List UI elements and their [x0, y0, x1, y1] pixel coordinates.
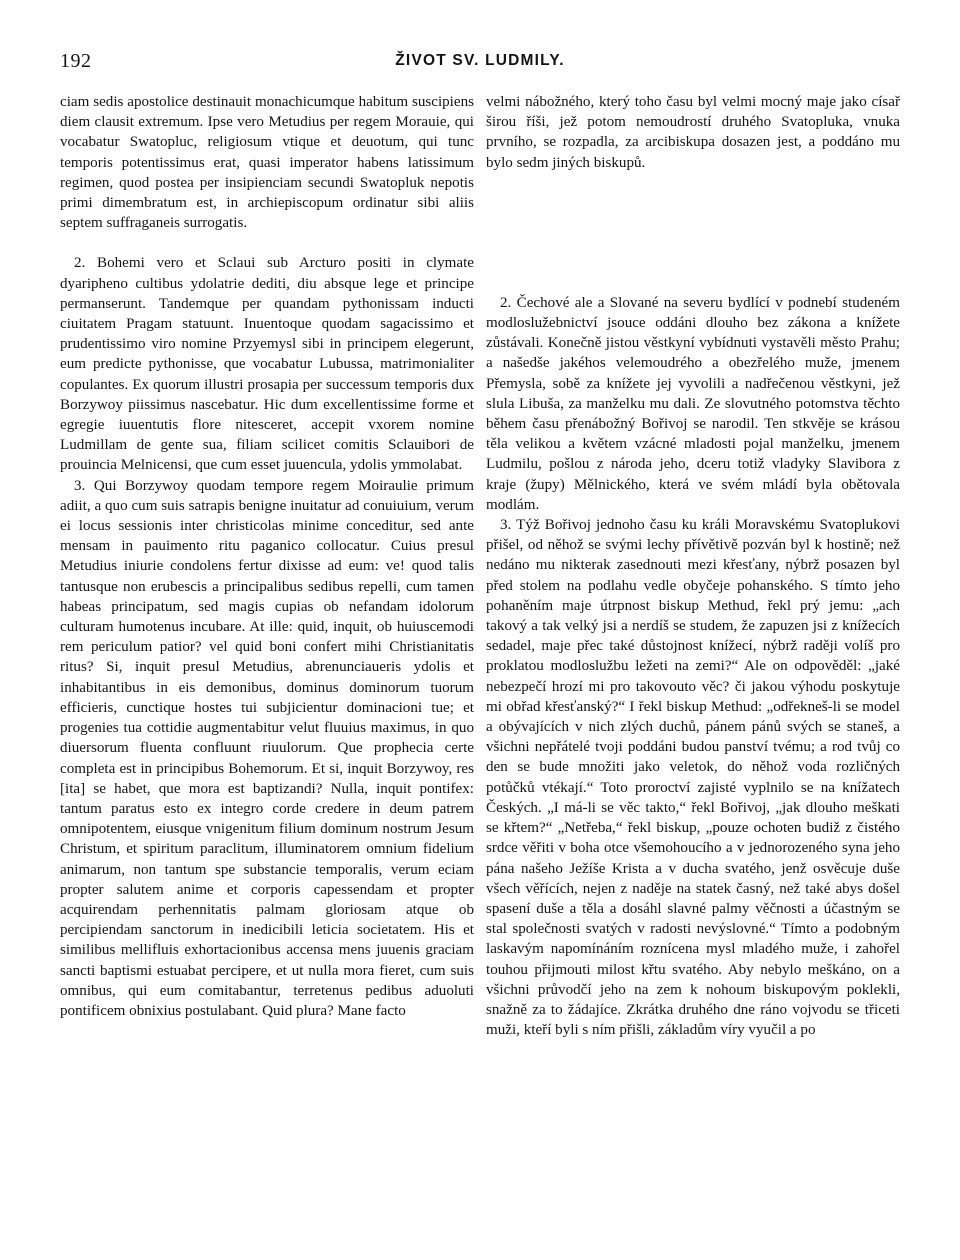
running-title: ŽIVOT SV. LUDMILY. — [395, 52, 565, 69]
page-number: 192 — [60, 50, 92, 72]
page-header — [60, 50, 900, 80]
latin-paragraph-3: 3. Qui Borzywoy quodam tempore regem Moiraulie primum adiit, a quo cum suis satrapis benigne inuitatur ad conuiuium, verum ei locus sessionis inter christicolas minime conceditur, sed ante mensam in pauimento ritu paganico collocatur. Cuius presul Metudius iniurie condolens fertur dixisse ad eum: ve! quod talis tantusque non erubescis a principalibus sedibus repelli, cum tamen habeas principatum, sed magis cupias ob nefandam idolorum culturam humotenus incubare. At ille: quid, inquit, ob huiuscemodi rem periculum patior? vel quid boni confert mihi Christianitatis ritus? Si, inquit presul Metudius, abrenunciaueris ydolis et inhabitantibus in eis demonibus, dominus dominorum tuorum efficieris, cunctique hostes tui subjicientur dominacioni tue; et progenies tua cottidie augmentabitur velut fluuius maximus, in quo diuersorum fluenta confluunt riuulorum. Que prophecia certe completa est in principibus Bohemorum. Et si, inquit Borzywoy, res [ita] se habet, que mora est baptizandi? Nulla, inquit pontifex: tantum paratus esto ex integro corde credere in deum patrem omnipotentem, eiusque vnigenitum filium dominum nostrum Jesum Christum, et spiritum paraclitum, illuminatorem omnium fidelium animarum, non tantum spe substancie temporalis, verum eciam propter salutem anime et corporis capessendam et propter acquirendam perhennitatis palmam gloriosam atque ob percipiendam sanctorum in inedicibili leticia societatem. His et similibus mellifluis exhortacionibus accensa mens juuenis graciam sancti baptismi estuabat percipere, et ut nulla mora fieret, cum suis omnibus, qui eum comitabantur, terretenus pedibus aduoluti pontificem obnixius postulabant. Quid plura? Mane facto — [60, 477, 474, 1019]
spacer — [60, 233, 474, 253]
czech-paragraph-2: 2. Čechové ale a Slované na severu bydlící v podnebí studeném modloslužebnictví jsouce oddáni dlouho bez zákona a knížete zůstávali. Konečně jistou věstkyní vybídnuti vystavěli město Prahu; a našedše jakéhos velemoudrého a obezřelého muže, jmenem Přemysla, sobě za knížete jej vyvolili a nadřečenou věstkyni, jež slula Libuša, za manželku mu dali. Ze slovutného potomstva těchto během času přenábožný Bořivoj se narodil. Ten stkvěje se krásou těla velikou a květem vzácné mladosti pojal manželku, jmenem Ludmilu, pošlou z národa jeho, dceru totiž vladyky Slavibora z kraje (župy) Mělnického, která ve svém mládí byla obětovala modlám. — [486, 294, 900, 513]
czech-paragraph-1: velmi nábožného, který toho času byl velmi mocný maje jako císař širou říši, jež potom nemoudrostí druhého Svatopluka, vnuka prvního, se rozpadla, za arcibiskupa dosazen jest, a poddáno mu bylo sedm jiných biskupů. — [486, 94, 900, 171]
czech-column — [486, 92, 900, 1040]
latin-paragraph-1: ciam sedis apostolice destinauit monachicumque habitum suscipiens diem clausit extremum. Ipse vero Metudius per regem Morauie, qui vocabatur Swatopluc, religiosum vtique et deuotum, qui tunc temporis potentissimus erat, quasi imperator habens latissimum regimen, quod postea per insipienciam secundi Swatopluk nepotis primi dimembratum est, in archiepiscopum ordinatur sibi aliis septem suffraganeis surrogatis. — [60, 94, 474, 232]
latin-paragraph-2: 2. Bohemi vero et Sclaui sub Arcturo positi in clymate dyaripheno cultibus ydolatrie dediti, diu absque lege et principe permanserunt. Tandemque per quandam pythonissam inducti ciuitatem Pragam statuunt. Inuentoque quodam sagacissimo et prudentissimo viro nomine Przyemysl sibi in principem elegerunt, eum predicte pythonisse, que vocabatur Lubussa, matrimonialiter copulantes. Ex quorum illustri prosapia per successum temporis dux Borzywoy piissimus nascebatur. Hic dum excellentissime forme et egregie iuuentutis flore nitesceret, accepit vxorem nomine Ludmillam de gente sua, filiam scilicet comitis Sclauibori de prouincia Melnicensi, que cum esset juuencula, ydolis ymmolabat. — [60, 255, 474, 474]
two-column-body — [60, 92, 900, 1040]
spacer — [486, 173, 900, 293]
latin-column — [60, 92, 474, 1040]
czech-paragraph-3: 3. Týž Bořivoj jednoho času ku králi Moravskému Svatoplukovi přišel, od něhož se svými lechy přívětivě pozván byl k hostině; než nedáno mu nikterak zasednouti mezi křesťany, nýbrž posazen byl před stolem na podlahu vedle obyčeje pohanského. S tímto jeho pohaněním maje útrpnost biskup Methud, řekl prý jemu: „ach takový a tak velký jsi a nerdíš se studem, že zapuzen jsi z knížecích sedadel, maje přec také důstojnost knížecí, nýbrž raději volíš pro proklatou modloslužbu ležeti na zemi?“ Ale on odpověděl: „jaké nebezpečí hrozí mi pro takovouto věc? či jakou výhodu poskytuje mi obřad křesťanský?“ I řekl biskup Methud: „odřekneš-li se model a obývajících v nich zlých duchů, pánem pánů svých se staneš, a všichni nepřátelé tvoji poddáni budou panství tvému; a rod tvůj co den se bude množiti jako veletok, do něhož voda rozličných potůčků vtékají.“ Toto proroctví zajisté vyplnilo se na knížatech Českých. „I má-li se věc takto,“ řekl Bořivoj, „jak dlouho meškati se křtem?“ „Netřeba,“ řekl biskup, „pouze ochoten budiž z čistého srdce věřiti v boha otce všemohoucího a v jednorozeného syna jeho pána našeho Ježíše Krista a v ducha svatého, jenž osvěcuje duše všech věřících, nejen z naděje na statek časný, než také abys došel spasení duše a těla a dosáhl slavné palmy věčnosti a účastným se stal společnosti svatých v radosti nevýslovné.“ Tímto a podobným laskavým napomínáním roznícena mysl mladého muže, i zahořel touhou přijmouti milost křtu svatého. Aby nebylo meškáno, on a všichni průvodčí jeho na zem k nohoum biskupovým poklekli, snažně za to žádajíce. Zkrátka druhého dne ráno vojvodu se třiceti muži, kteří byli s ním přišli, základům víry vyučil a po — [486, 517, 900, 1039]
